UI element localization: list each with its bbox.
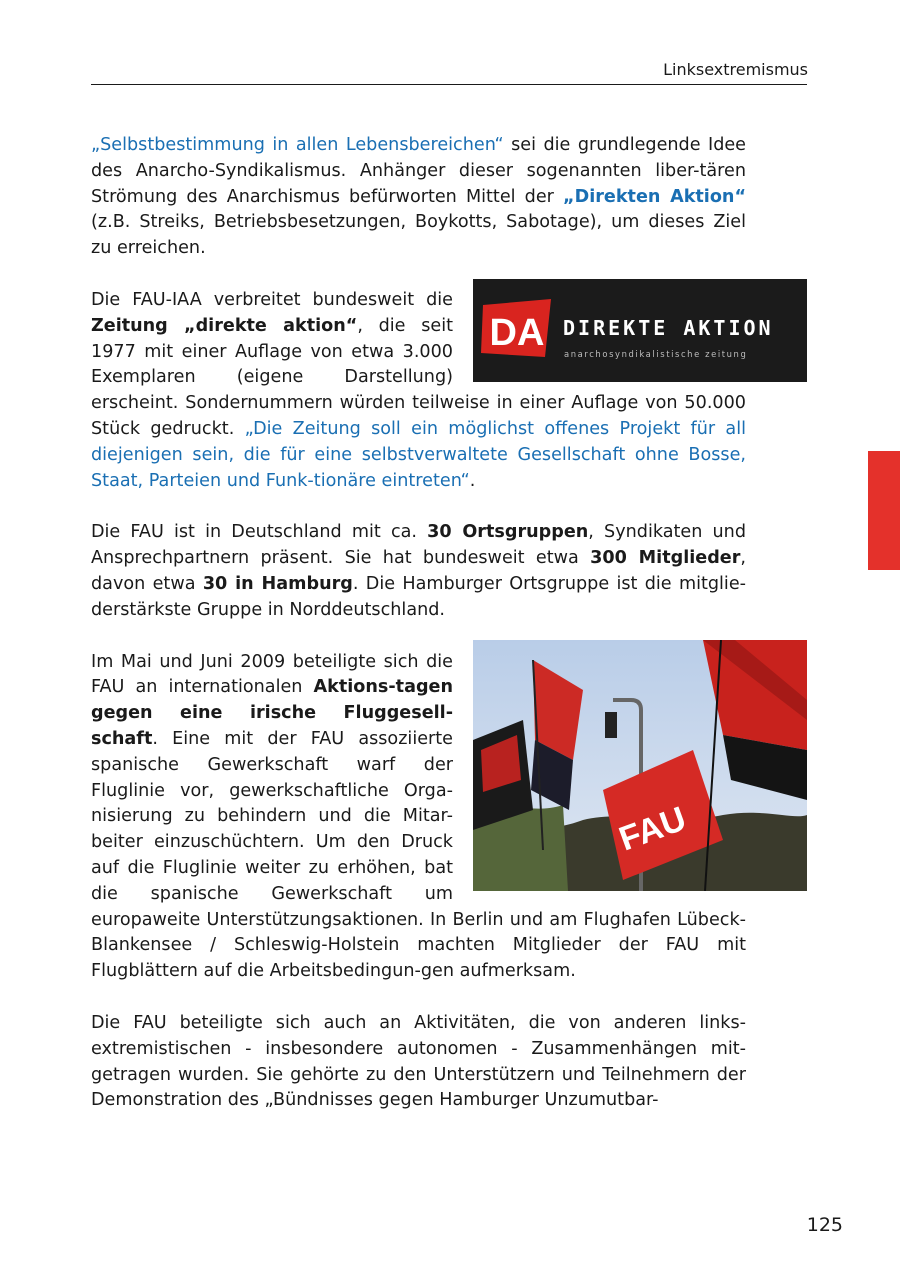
body-text	[91, 133, 774, 1140]
paragraph-1: „Selbstbestimmung in allen Lebensbereichen“ sei die grundlegende Idee des Anarcho-Syndikalismus. Anhänger dieser sogenannten liber-tären Strömung des Anarchismus befürworten Mittel der „Direkten Aktion“ (z.B. Streiks, Betriebsbesetzungen, Boykotts, Sabotage), um dieses Ziel zu erreichen.	[91, 135, 747, 259]
logo-title: DIREKTE AKTION	[563, 315, 774, 340]
running-header: Linksextremismus	[663, 60, 808, 79]
paragraph-5: Die FAU beteiligte sich auch an Aktivitäten, die von anderen links-extremistischen - insbesondere autonomen - Zusammenhängen mit-getragen wurden. Sie gehörte zu den Unterstützern und Teilnehmern der Demonstration des „Bündnisses gegen Hamburger Unzumutbar-	[91, 1012, 746, 1111]
page-number: 125	[806, 1214, 843, 1236]
direkte-aktion-logo	[473, 279, 807, 382]
quote-zeitung: „Die Zeitung soll ein möglichst offenes Projekt für all diejenigen sein, die für eine selbstverwaltete Gesellschaft ohne Bosse, Staat, Parteien und Funk-	[91, 418, 746, 491]
logo-subtitle: anarchosyndikalistische zeitung	[564, 348, 748, 359]
flag-text: FAU	[614, 799, 692, 859]
demonstration-photo	[473, 640, 807, 891]
newspaper-name: Zeitung „direkte aktion“	[91, 315, 358, 336]
da-logo-mark	[481, 299, 553, 359]
quote-direkte-aktion: „Direkten Aktion“	[563, 186, 747, 207]
paragraph-3: Die FAU ist in Deutschland mit ca. 30 Ortsgruppen, Syndikaten und Ansprechpartnern präsent. Sie hat bundesweit etwa 300 Mitglieder, davon etwa 30 in Hamburg. Die Hamburger Ortsgruppe ist die mitglie-derstärkste Gruppe in Norddeutschland.	[91, 522, 747, 620]
logo-mark-text: DA	[489, 311, 545, 354]
chapter-side-tab	[868, 451, 900, 570]
paragraph-4: Im Mai und Juni 2009 beteiligte sich die FAU an internationalen Aktions-tagen gegen eine irische Fluggesell-schaft. Eine mit der FAU assoziierte spanische Gewerkschaft warf der Fluglinie vor, gewerkschaftliche Orga-nisierung zu behindern und die Mitar-beiter einzuschüchtern. Um den Druck auf die Fluglinie weiter zu erhöhen, bat die spanische Gewerkschaft um europaweite Unterstützungsaktionen. In Berlin und am Flughafen Lübeck-Blankensee / Schleswig-Holstein machten Mitglieder der FAU mit Flugblättern auf die Arbeitsbedingun-gen aufmerksam.	[91, 651, 746, 982]
flag-photo-illustration	[473, 640, 807, 891]
quote-selbstbestimmung: „Selbstbestimmung in allen Lebensbereichen“	[91, 135, 504, 155]
header-rule	[91, 84, 807, 85]
paragraph-2: Die FAU-IAA verbreitet bundesweit die Zeitung „direkte aktion“, die seit 1977 mit einer Auflage von etwa 3.000 Exemplaren (eigene Darstellung) erscheint. Sondernummern würden teilweise in einer Auflage von 50.000 Stück gedruckt. „Die Zeitung soll ein möglichst offenes Projekt für all diejenigen sein, die für eine selbstverwaltete Gesellschaft ohne Bosse, Staat, Parteien und Funk-tionäre eintreten“.	[91, 289, 746, 491]
